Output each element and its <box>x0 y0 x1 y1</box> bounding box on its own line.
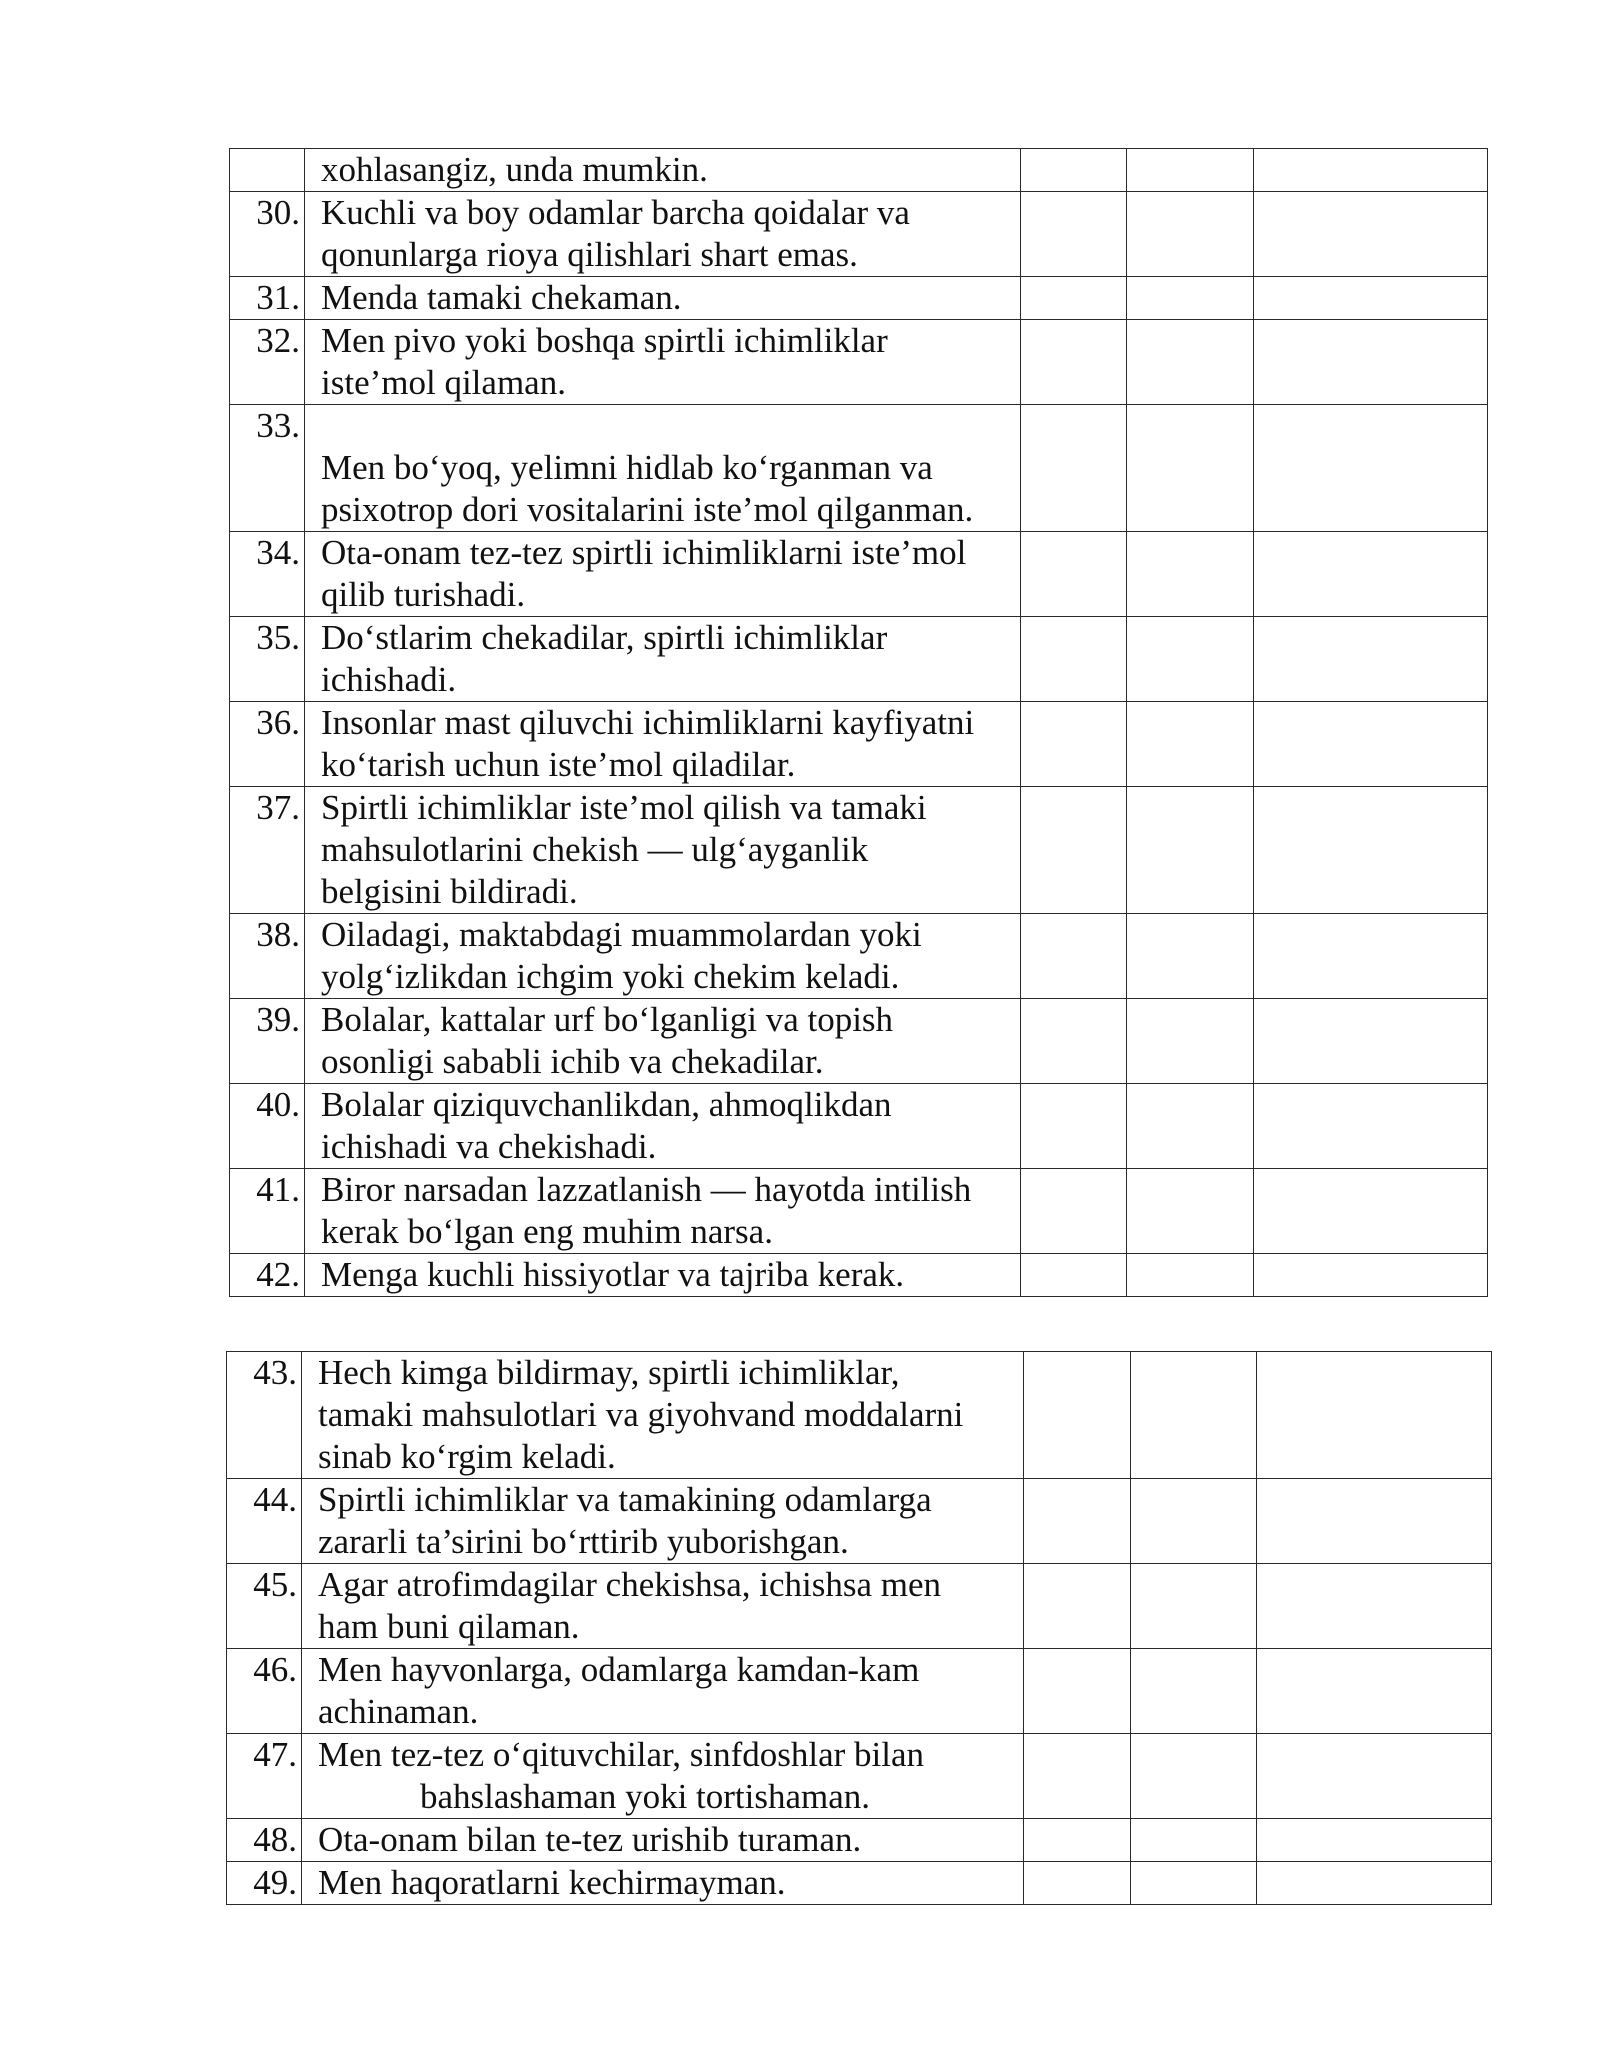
answer-cell[interactable] <box>1257 1479 1492 1564</box>
answer-cell[interactable] <box>1024 1819 1131 1862</box>
row-number: 32. <box>230 320 305 405</box>
statement-text: xohlasangiz, unda mumkin. <box>305 149 1021 192</box>
answer-cell[interactable] <box>1021 192 1127 277</box>
answer-cell[interactable] <box>1024 1479 1131 1564</box>
row-number: 47. <box>227 1734 302 1819</box>
table-row <box>230 999 1488 1084</box>
row-number: 48. <box>227 1819 302 1862</box>
table-row <box>230 149 1488 192</box>
table-row <box>227 1862 1492 1905</box>
answer-cell[interactable] <box>1021 1169 1127 1254</box>
answer-cell[interactable] <box>1131 1564 1257 1649</box>
answer-cell[interactable] <box>1131 1819 1257 1862</box>
statement-text: Bolalar, kattalar urf bo‘lganligi va topish osonligi sababli ichib va chekadilar. <box>305 999 1021 1084</box>
row-number: 45. <box>227 1564 302 1649</box>
row-number: 49. <box>227 1862 302 1905</box>
answer-cell[interactable] <box>1021 1254 1127 1297</box>
table-row <box>230 1084 1488 1169</box>
table-row <box>230 1254 1488 1297</box>
table-row <box>230 914 1488 999</box>
row-number: 39. <box>230 999 305 1084</box>
row-number: 34. <box>230 532 305 617</box>
answer-cell[interactable] <box>1024 1862 1131 1905</box>
table-row <box>230 532 1488 617</box>
answer-cell[interactable] <box>1021 277 1127 320</box>
table-row <box>230 192 1488 277</box>
answer-cell[interactable] <box>1021 914 1127 999</box>
statement-text: Agar atrofimdagilar chekishsa, ichishsa men ham buni qilaman. <box>302 1564 1024 1649</box>
answer-cell[interactable] <box>1127 320 1254 405</box>
table-row <box>227 1479 1492 1564</box>
row-number: 43. <box>227 1352 302 1479</box>
answer-cell[interactable] <box>1257 1564 1492 1649</box>
answer-cell[interactable] <box>1254 277 1488 320</box>
table-row <box>227 1564 1492 1649</box>
statement-text: Do‘stlarim chekadilar, spirtli ichimliklar ichishadi. <box>305 617 1021 702</box>
answer-cell[interactable] <box>1131 1862 1257 1905</box>
answer-cell[interactable] <box>1024 1352 1131 1479</box>
row-number: 30. <box>230 192 305 277</box>
row-number <box>230 149 305 192</box>
answer-cell[interactable] <box>1127 914 1254 999</box>
answer-cell[interactable] <box>1127 999 1254 1084</box>
answer-cell[interactable] <box>1254 149 1488 192</box>
answer-cell[interactable] <box>1127 277 1254 320</box>
answer-cell[interactable] <box>1257 1819 1492 1862</box>
statement-text: Men hayvonlarga, odamlarga kamdan-kam achinaman. <box>302 1649 1024 1734</box>
answer-cell[interactable] <box>1254 1084 1488 1169</box>
table-row <box>230 787 1488 914</box>
answer-cell[interactable] <box>1127 617 1254 702</box>
row-number: 40. <box>230 1084 305 1169</box>
answer-cell[interactable] <box>1021 999 1127 1084</box>
statement-text: Ota-onam bilan te-tez urishib turaman. <box>302 1819 1024 1862</box>
answer-cell[interactable] <box>1127 1169 1254 1254</box>
answer-cell[interactable] <box>1131 1734 1257 1819</box>
table-row <box>230 702 1488 787</box>
statement-text: Ota-onam tez-tez spirtli ichimliklarni iste’mol qilib turishadi. <box>305 532 1021 617</box>
answer-cell[interactable] <box>1127 405 1254 532</box>
row-number: 44. <box>227 1479 302 1564</box>
statement-text: Men pivo yoki boshqa spirtli ichimliklar iste’mol qilaman. <box>305 320 1021 405</box>
answer-cell[interactable] <box>1257 1352 1492 1479</box>
statement-text: Oiladagi, maktabdagi muammolardan yoki yolg‘izlikdan ichgim yoki chekim keladi. <box>305 914 1021 999</box>
table-row <box>230 1169 1488 1254</box>
statement-text: Hech kimga bildirmay, spirtli ichimliklar, tamaki mahsulotlari va giyohvand moddalarni sinab ko‘rgim keladi. <box>302 1352 1024 1479</box>
table-row <box>227 1649 1492 1734</box>
answer-cell[interactable] <box>1254 320 1488 405</box>
statement-text: Bolalar qiziquvchanlikdan, ahmoqlikdan ichishadi va chekishadi. <box>305 1084 1021 1169</box>
row-number: 46. <box>227 1649 302 1734</box>
table-row <box>230 405 1488 532</box>
answer-cell[interactable] <box>1254 702 1488 787</box>
answer-cell[interactable] <box>1021 532 1127 617</box>
row-number: 31. <box>230 277 305 320</box>
statement-text: Spirtli ichimliklar va tamakining odamlarga zararli ta’sirini bo‘rttirib yuborishgan. <box>302 1479 1024 1564</box>
answer-cell[interactable] <box>1257 1862 1492 1905</box>
answer-cell[interactable] <box>1254 1254 1488 1297</box>
answer-cell[interactable] <box>1127 192 1254 277</box>
answer-cell[interactable] <box>1257 1734 1492 1819</box>
answer-cell[interactable] <box>1254 405 1488 532</box>
answer-cell[interactable] <box>1127 532 1254 617</box>
answer-cell[interactable] <box>1131 1352 1257 1479</box>
answer-cell[interactable] <box>1127 702 1254 787</box>
survey-table-1 <box>229 148 1488 1297</box>
answer-cell[interactable] <box>1021 320 1127 405</box>
statement-text: Kuchli va boy odamlar barcha qoidalar va qonunlarga rioya qilishlari shart emas. <box>305 192 1021 277</box>
row-number: 36. <box>230 702 305 787</box>
answer-cell[interactable] <box>1021 787 1127 914</box>
answer-cell[interactable] <box>1127 1084 1254 1169</box>
answer-cell[interactable] <box>1024 1734 1131 1819</box>
table-row <box>230 320 1488 405</box>
answer-cell[interactable] <box>1254 617 1488 702</box>
answer-cell[interactable] <box>1021 405 1127 532</box>
table-row <box>227 1819 1492 1862</box>
table-row <box>230 277 1488 320</box>
answer-cell[interactable] <box>1254 999 1488 1084</box>
statement-text: Men bo‘yoq, yelimni hidlab ko‘rganman va psixotrop dori vositalarini iste’mol qilganman. <box>305 405 1021 532</box>
row-number: 35. <box>230 617 305 702</box>
statement-text: Men haqoratlarni kechirmayman. <box>302 1862 1024 1905</box>
answer-cell[interactable] <box>1254 787 1488 914</box>
answer-cell[interactable] <box>1127 1254 1254 1297</box>
row-number: 42. <box>230 1254 305 1297</box>
answer-cell[interactable] <box>1131 1479 1257 1564</box>
statement-text: Spirtli ichimliklar iste’mol qilish va tamaki mahsulotlarini chekish — ulg‘ayganlik belgisini bildiradi. <box>305 787 1021 914</box>
survey-table-2 <box>226 1351 1492 1905</box>
answer-cell[interactable] <box>1127 149 1254 192</box>
row-number: 38. <box>230 914 305 999</box>
answer-cell[interactable] <box>1131 1649 1257 1734</box>
table-row <box>227 1734 1492 1819</box>
table-row <box>230 617 1488 702</box>
answer-cell[interactable] <box>1127 787 1254 914</box>
answer-cell[interactable] <box>1254 192 1488 277</box>
statement-text: Biror narsadan lazzatlanish — hayotda intilish kerak bo‘lgan eng muhim narsa. <box>305 1169 1021 1254</box>
answer-cell[interactable] <box>1021 149 1127 192</box>
statement-text: Menga kuchli hissiyotlar va tajriba kerak. <box>305 1254 1021 1297</box>
answer-cell[interactable] <box>1254 532 1488 617</box>
answer-cell[interactable] <box>1254 1169 1488 1254</box>
answer-cell[interactable] <box>1021 702 1127 787</box>
answer-cell[interactable] <box>1254 914 1488 999</box>
statement-text: Men tez-tez o‘qituvchilar, sinfdoshlar bilan bahslashaman yoki tortishaman. <box>302 1734 1024 1819</box>
table-row <box>227 1352 1492 1479</box>
row-number: 37. <box>230 787 305 914</box>
answer-cell[interactable] <box>1021 617 1127 702</box>
statement-text: Insonlar mast qiluvchi ichimliklarni kayfiyatni ko‘tarish uchun iste’mol qiladilar. <box>305 702 1021 787</box>
row-number: 33. <box>230 405 305 532</box>
row-number: 41. <box>230 1169 305 1254</box>
answer-cell[interactable] <box>1024 1564 1131 1649</box>
answer-cell[interactable] <box>1257 1649 1492 1734</box>
statement-text: Menda tamaki chekaman. <box>305 277 1021 320</box>
answer-cell[interactable] <box>1024 1649 1131 1734</box>
answer-cell[interactable] <box>1021 1084 1127 1169</box>
